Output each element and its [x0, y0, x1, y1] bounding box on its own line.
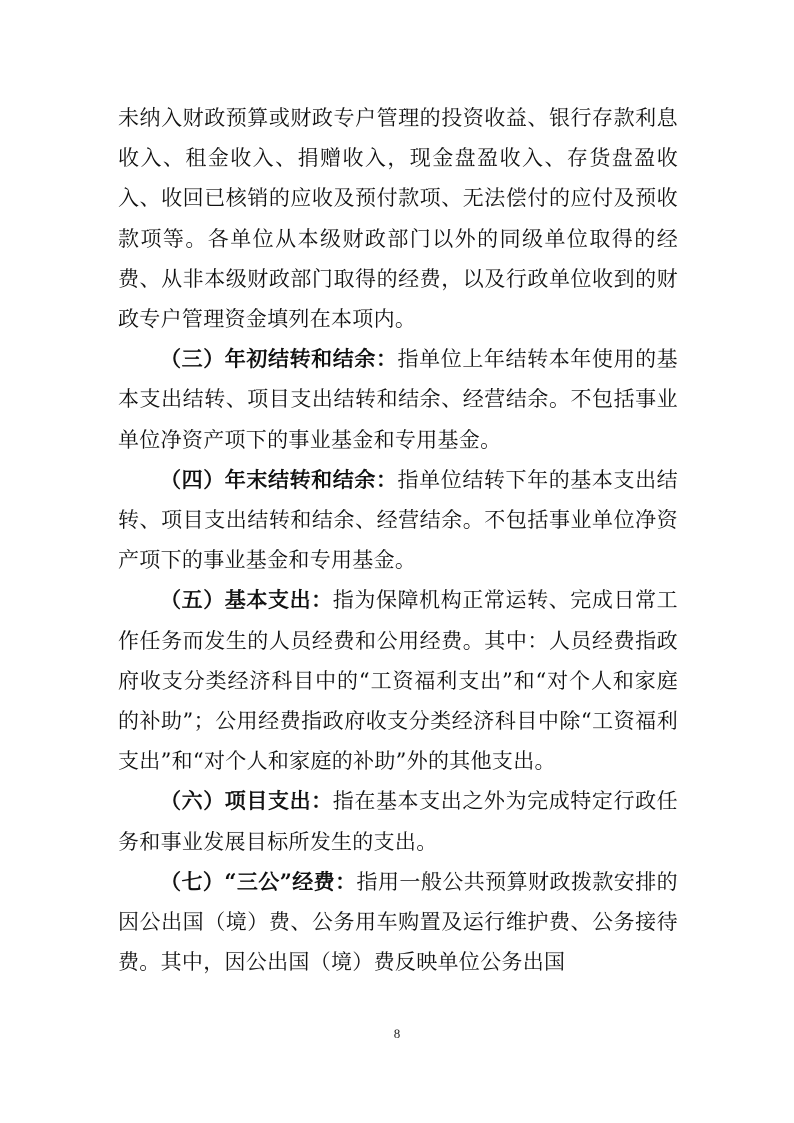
page-number: 8 [393, 1026, 401, 1041]
paragraph-text: 指为保障机构正常运转、完成日常工作任务而发生的人员经费和公用经费。其中：人员经费指政府收支分类经济科目中的“工资福利支出”和“对个人和家庭的补助”；公用经费指政府收支分类经济科目中除“工资福利支出”和“对个人和家庭的补助”外的其他支出。 [118, 588, 678, 774]
paragraph-carryover-end [118, 460, 678, 581]
paragraph-heading: （三）年初结转和结余： [160, 346, 398, 372]
document-body [118, 98, 678, 982]
paragraph-text: 指单位上年结转本年使用的基本支出结转、项目支出结转和结余、经营结余。不包括事业单位净资产项下的事业基金和专用基金。 [118, 347, 678, 452]
paragraph-text: 指在基本支出之外为完成特定行政任务和事业发展目标所发生的支出。 [118, 789, 678, 854]
paragraph-text: 未纳入财政预算或财政专户管理的投资收益、银行存款利息收入、租金收入、捐赠收入，现金盘盈收入、存货盘盈收入、收回已核销的应收及预付款项、无法偿付的应付及预收款项等。各单位从本级财政部门以外的同级单位取得的经费、从非本级财政部门取得的经费，以及行政单位收到的财政专户管理资金填列在本项内。 [118, 106, 678, 332]
paragraph-three-public-expenses [118, 862, 678, 983]
paragraph-project-expenditure [118, 781, 678, 861]
paragraph-text: 指单位结转下年的基本支出结转、项目支出结转和结余、经营结余。不包括事业单位净资产项下的事业基金和专用基金。 [118, 467, 678, 573]
paragraph-heading: （六）项目支出： [160, 788, 333, 814]
paragraph-carryover-beginning [118, 339, 678, 460]
paragraph-basic-expenditure [118, 580, 678, 781]
paragraph-continuation [118, 98, 678, 339]
paragraph-text: 指用一般公共预算财政拨款安排的因公出国（境）费、公务用车购置及运行维护费、公务接待费。其中，因公出国（境）费反映单位公务出国 [118, 869, 678, 975]
paragraph-heading: （五）基本支出： [160, 587, 333, 613]
paragraph-heading: （七）“三公”经费： [160, 868, 357, 894]
paragraph-heading: （四）年末结转和结余： [160, 466, 398, 492]
